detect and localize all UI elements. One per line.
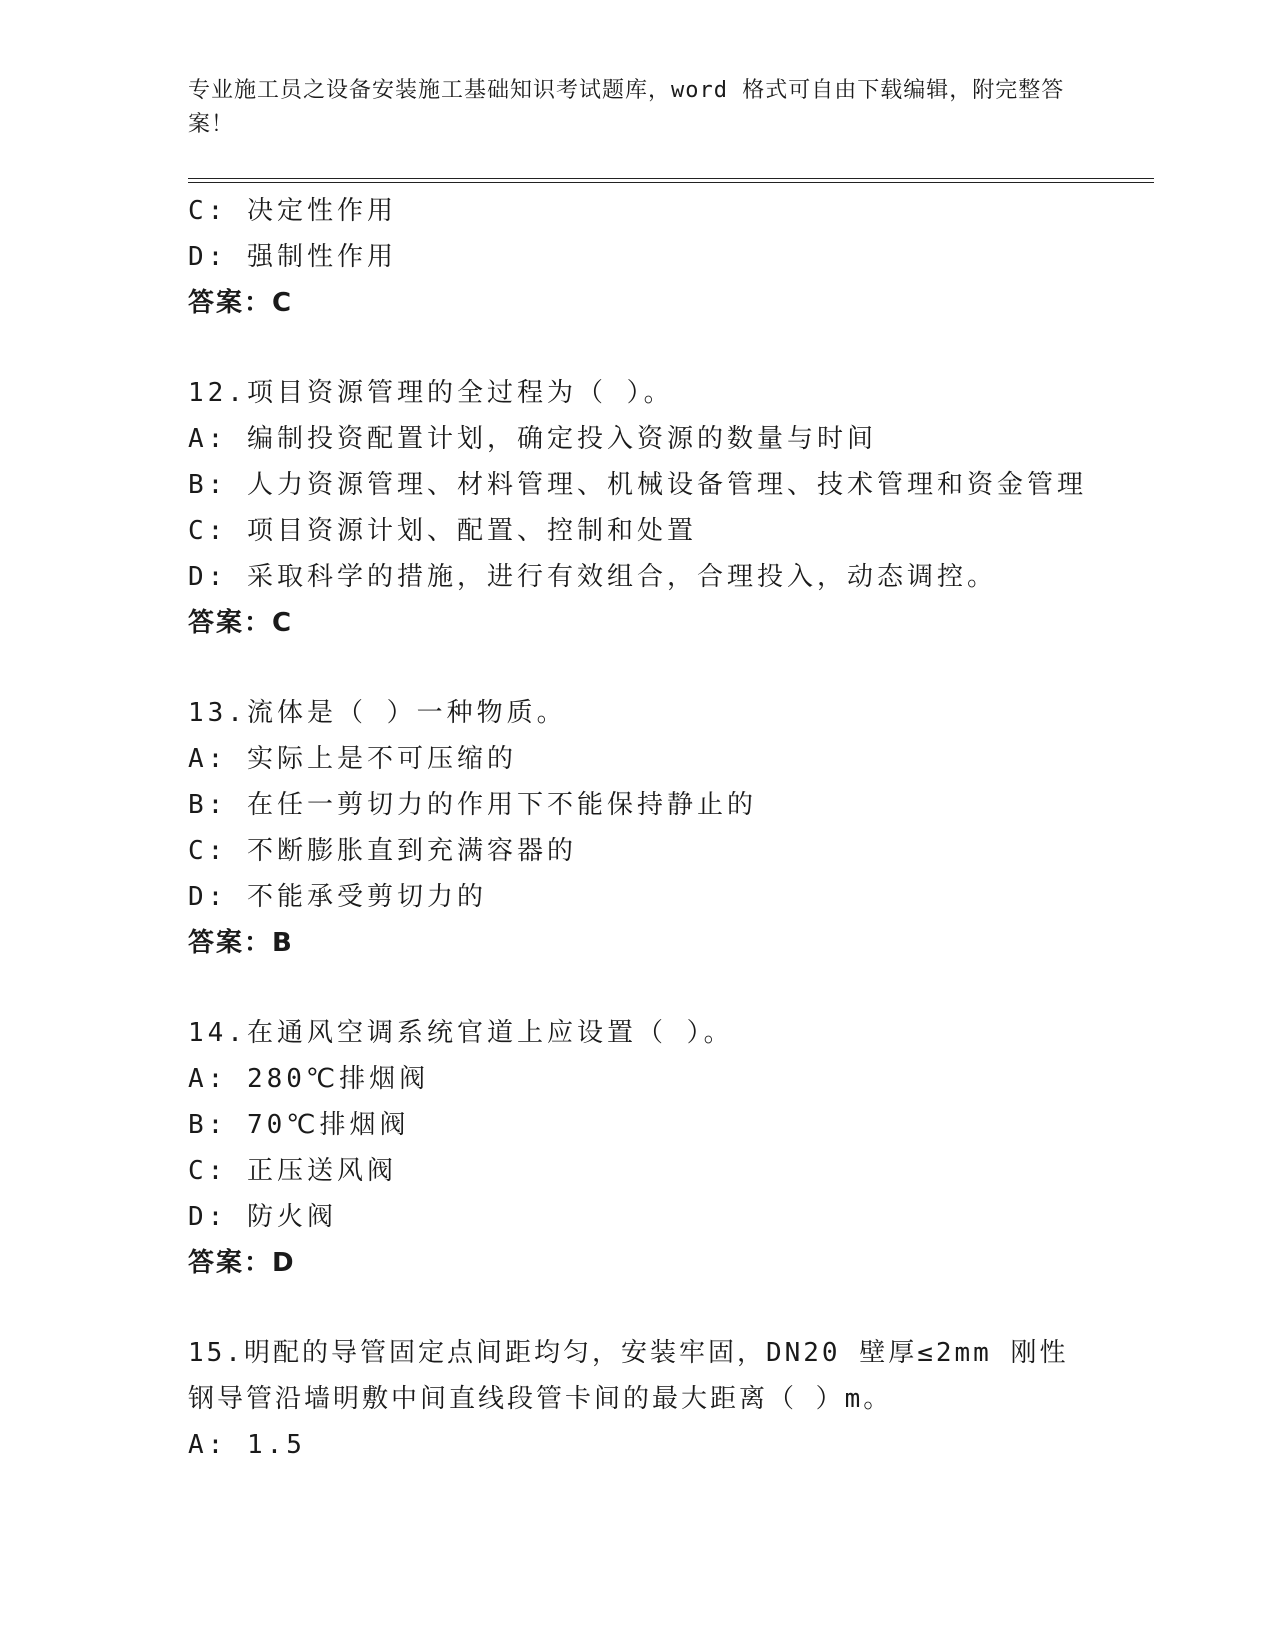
option-a: A: 编制投资配置计划，确定投入资源的数量与时间 [188, 424, 877, 454]
option-b: B: 在任一剪切力的作用下不能保持静止的 [188, 790, 757, 820]
option-d: D: 防火阀 [188, 1202, 337, 1232]
question-stem: 15.明配的导管固定点间距均匀，安装牢固，DN20 壁厚≤2mm 刚性钢导管沿墙明敷中间直线段管卡间的最大距离（ ）m。 [188, 1338, 1069, 1414]
option-b: B: 70℃排烟阀 [188, 1110, 410, 1140]
option-b: B: 人力资源管理、材料管理、机械设备管理、技术管理和资金管理 [188, 470, 1087, 500]
option-a: A: 280℃排烟阀 [188, 1064, 430, 1094]
answer: 答案：C [188, 608, 294, 638]
option-c: C: 项目资源计划、配置、控制和处置 [188, 516, 697, 546]
option-c: C: 正压送风阀 [188, 1156, 397, 1186]
header-divider-bottom [188, 182, 1154, 183]
question-14 [188, 1010, 1148, 1286]
question-stem: 13.流体是（ ）一种物质。 [188, 698, 567, 728]
answer: 答案：C [188, 288, 294, 318]
option-d: D: 采取科学的措施，进行有效组合，合理投入，动态调控。 [188, 562, 997, 592]
option-d: D: 不能承受剪切力的 [188, 882, 487, 912]
document-header: 专业施工员之设备安装施工基础知识考试题库，word 格式可自由下载编辑，附完整答案！ [188, 78, 1065, 137]
question-list [188, 188, 1148, 1468]
option-a: A: 1.5 [188, 1430, 306, 1460]
question-11-continued [188, 188, 1148, 326]
question-12 [188, 370, 1148, 646]
question-stem: 12.项目资源管理的全过程为（ ）。 [188, 378, 674, 408]
option-d: D: 强制性作用 [188, 242, 397, 272]
question-15 [188, 1330, 1148, 1468]
answer: 答案：B [188, 928, 294, 958]
option-c: C: 不断膨胀直到充满容器的 [188, 836, 577, 866]
header-divider-top [188, 178, 1154, 179]
question-stem: 14.在通风空调系统官道上应设置（ ）。 [188, 1018, 734, 1048]
question-13 [188, 690, 1148, 966]
answer: 答案：D [188, 1248, 296, 1278]
option-c: C: 决定性作用 [188, 196, 397, 226]
option-a: A: 实际上是不可压缩的 [188, 744, 517, 774]
